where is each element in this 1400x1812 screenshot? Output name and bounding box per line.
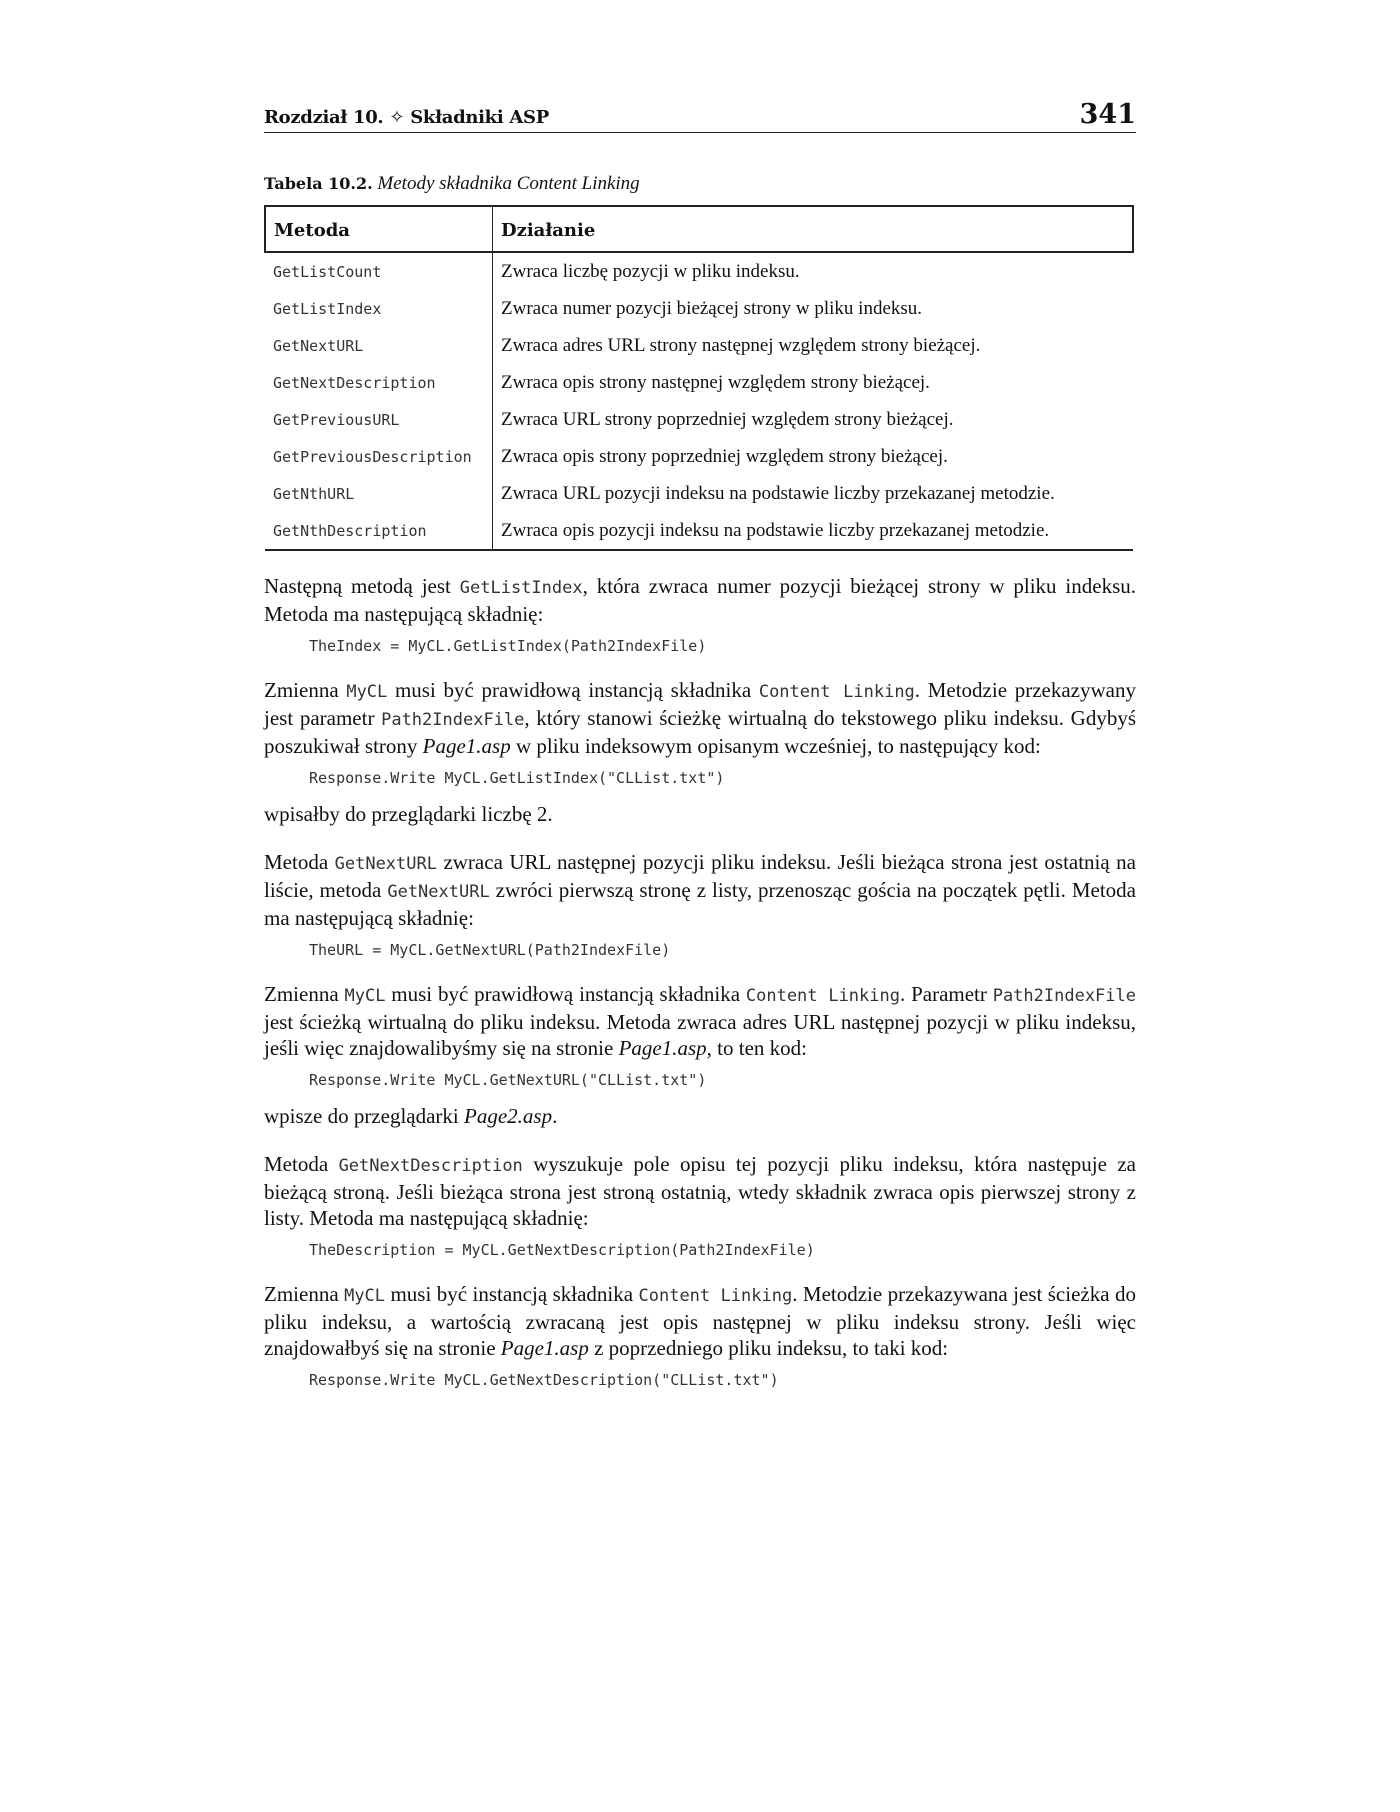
table-row bbox=[265, 290, 1133, 327]
inline-code: MyCL bbox=[346, 682, 388, 702]
code-line: TheDescription = MyCL.GetNextDescription(Path2IndexFile) bbox=[309, 1241, 815, 1259]
inline-code: Path2IndexFile bbox=[381, 710, 525, 730]
italic-text: Page2.asp bbox=[464, 1104, 553, 1128]
table-row bbox=[265, 512, 1133, 550]
text-span: . Metodzie przekazywany jest parametr bbox=[264, 678, 1136, 730]
action-cell: Zwraca URL pozycji indeksu na podstawie liczby przekazanej metodzie. bbox=[501, 482, 1055, 504]
inline-code: Content Linking bbox=[745, 986, 900, 1006]
paragraph bbox=[264, 981, 1136, 1061]
inline-code: Path2IndexFile bbox=[992, 986, 1136, 1006]
table-row bbox=[265, 252, 1133, 290]
page-number: 341 bbox=[1079, 99, 1136, 130]
inline-code: GetListIndex bbox=[459, 578, 583, 598]
text-span: . Parametr bbox=[899, 982, 993, 1006]
text-span: z poprzedniego pliku indeksu, to taki kod: bbox=[588, 1336, 949, 1360]
paragraph bbox=[264, 1103, 1136, 1129]
paragraph bbox=[264, 1281, 1136, 1361]
text-span: Metoda bbox=[264, 850, 335, 874]
method-cell: GetNthDescription bbox=[265, 512, 493, 550]
paragraph bbox=[264, 573, 1136, 627]
action-cell: Zwraca opis strony następnej względem strony bieżącej. bbox=[501, 371, 930, 393]
inline-code: GetNextURL bbox=[334, 854, 437, 874]
code-line: TheURL = MyCL.GetNextURL(Path2IndexFile) bbox=[309, 941, 671, 959]
text-span: , który stanowi ścieżkę wirtualną do tekstowego pliku indeksu. Gdybyś poszukiwał strony bbox=[264, 706, 1137, 758]
code-line: TheIndex = MyCL.GetListIndex(Path2IndexFile) bbox=[309, 637, 707, 655]
action-cell: Zwraca liczbę pozycji w pliku indeksu. bbox=[501, 260, 800, 282]
table-caption bbox=[264, 173, 1136, 195]
text-span: . Metodzie przekazywana jest ścieżka do pliku indeksu, a wartością zwracaną jest opis następnej w pliku indeksu strony. Jeśli więc znajdowałbyś się na stronie bbox=[264, 1282, 1136, 1360]
method-cell: GetListIndex bbox=[265, 290, 493, 327]
text-span: Zmienna bbox=[264, 678, 347, 702]
paragraph bbox=[264, 1151, 1136, 1231]
text-span: . bbox=[552, 1104, 558, 1128]
paragraph bbox=[264, 677, 1136, 759]
text-span: Metoda bbox=[264, 1152, 339, 1176]
text-span: musi być prawidłową instancją składnika bbox=[385, 982, 746, 1006]
method-cell: GetPreviousDescription bbox=[265, 438, 493, 475]
section-label: Składniki ASP bbox=[410, 107, 549, 128]
table-caption-title: Metody składnika Content Linking bbox=[377, 173, 640, 194]
inline-code: GetNextURL bbox=[387, 882, 490, 902]
inline-code: MyCL bbox=[344, 1286, 386, 1306]
running-head bbox=[264, 92, 1136, 133]
method-cell: GetNextURL bbox=[265, 327, 493, 364]
italic-text: Page1.asp bbox=[618, 1036, 707, 1060]
text-span: w pliku indeksowym opisanym wcześniej, to następujący kod: bbox=[510, 734, 1041, 758]
code-line: Response.Write MyCL.GetNextDescription("CLList.txt") bbox=[309, 1371, 779, 1389]
action-cell: Zwraca adres URL strony następnej względem strony bieżącej. bbox=[501, 334, 981, 356]
table-row bbox=[265, 475, 1133, 512]
action-cell: Zwraca opis strony poprzedniej względem strony bieżącej. bbox=[501, 445, 948, 467]
method-cell: GetListCount bbox=[265, 252, 493, 290]
text-span: wyszukuje pole opisu tej pozycji pliku indeksu, która następuje za bieżącą stroną. Jeśli bieżąca strona jest stroną ostatnią, wtedy składnik zwraca opis pierwszej strony z listy. Metoda ma następującą składnię: bbox=[264, 1152, 1136, 1230]
paragraph: wpisałby do przeglądarki liczbę 2. bbox=[264, 802, 553, 826]
text-span: , to ten kod: bbox=[706, 1036, 807, 1060]
table-header-row bbox=[265, 206, 1133, 252]
inline-code: GetNextDescription bbox=[338, 1156, 523, 1176]
text-span: Zmienna bbox=[264, 1282, 345, 1306]
italic-text: Page1.asp bbox=[500, 1336, 589, 1360]
text-span: zwraca URL następnej pozycji pliku indeksu. Jeśli bieżąca strona jest ostatnią na liście, metoda bbox=[264, 850, 1136, 902]
running-head-title bbox=[264, 107, 549, 128]
table-row bbox=[265, 327, 1133, 364]
text-span: , która zwraca numer pozycji bieżącej strony w pliku indeksu. Metoda ma następującą składnię: bbox=[264, 574, 1137, 626]
method-cell: GetNextDescription bbox=[265, 364, 493, 401]
text-span: wpisze do przeglądarki bbox=[264, 1104, 465, 1128]
inline-code: Content Linking bbox=[638, 1286, 793, 1306]
text-span: musi być prawidłową instancją składnika bbox=[387, 678, 759, 702]
action-cell: Zwraca opis pozycji indeksu na podstawie liczby przekazanej metodzie. bbox=[493, 512, 1134, 550]
code-line: Response.Write MyCL.GetNextURL("CLList.txt") bbox=[309, 1071, 707, 1089]
methods-table bbox=[264, 205, 1134, 551]
inline-code: Content Linking bbox=[758, 682, 915, 702]
table-caption-label: Tabela 10.2. bbox=[264, 174, 373, 193]
diamond-icon: ✧ bbox=[389, 107, 405, 128]
text-span: Zmienna bbox=[264, 982, 345, 1006]
table-row bbox=[265, 364, 1133, 401]
action-cell: Zwraca URL strony poprzedniej względem strony bieżącej. bbox=[501, 408, 954, 430]
method-cell: GetPreviousURL bbox=[265, 401, 493, 438]
paragraph bbox=[264, 849, 1136, 931]
text-span: jest ścieżką wirtualną do pliku indeksu. Metoda zwraca adres URL następnej pozycji w pliku indeksu, jeśli więc znajdowalibyśmy się na stronie bbox=[264, 1010, 1136, 1060]
column-header-method: Metoda bbox=[265, 206, 493, 252]
text-span: Następną metodą jest bbox=[264, 574, 460, 598]
italic-text: Page1.asp bbox=[422, 734, 511, 758]
action-cell: Zwraca numer pozycji bieżącej strony w pliku indeksu. bbox=[501, 297, 923, 319]
chapter-label: Rozdział 10. bbox=[264, 107, 384, 128]
book-page bbox=[264, 92, 1136, 1389]
table-row bbox=[265, 438, 1133, 475]
table-row bbox=[265, 401, 1133, 438]
column-header-action: Działanie bbox=[493, 206, 1134, 252]
text-span: zwróci pierwszą stronę z listy, przenosząc gościa na początek pętli. Metoda ma następującą składnię: bbox=[264, 878, 1136, 930]
inline-code: MyCL bbox=[344, 986, 386, 1006]
method-cell: GetNthURL bbox=[265, 475, 493, 512]
text-span: musi być instancją składnika bbox=[385, 1282, 639, 1306]
code-line: Response.Write MyCL.GetListIndex("CLList.txt") bbox=[309, 769, 725, 787]
